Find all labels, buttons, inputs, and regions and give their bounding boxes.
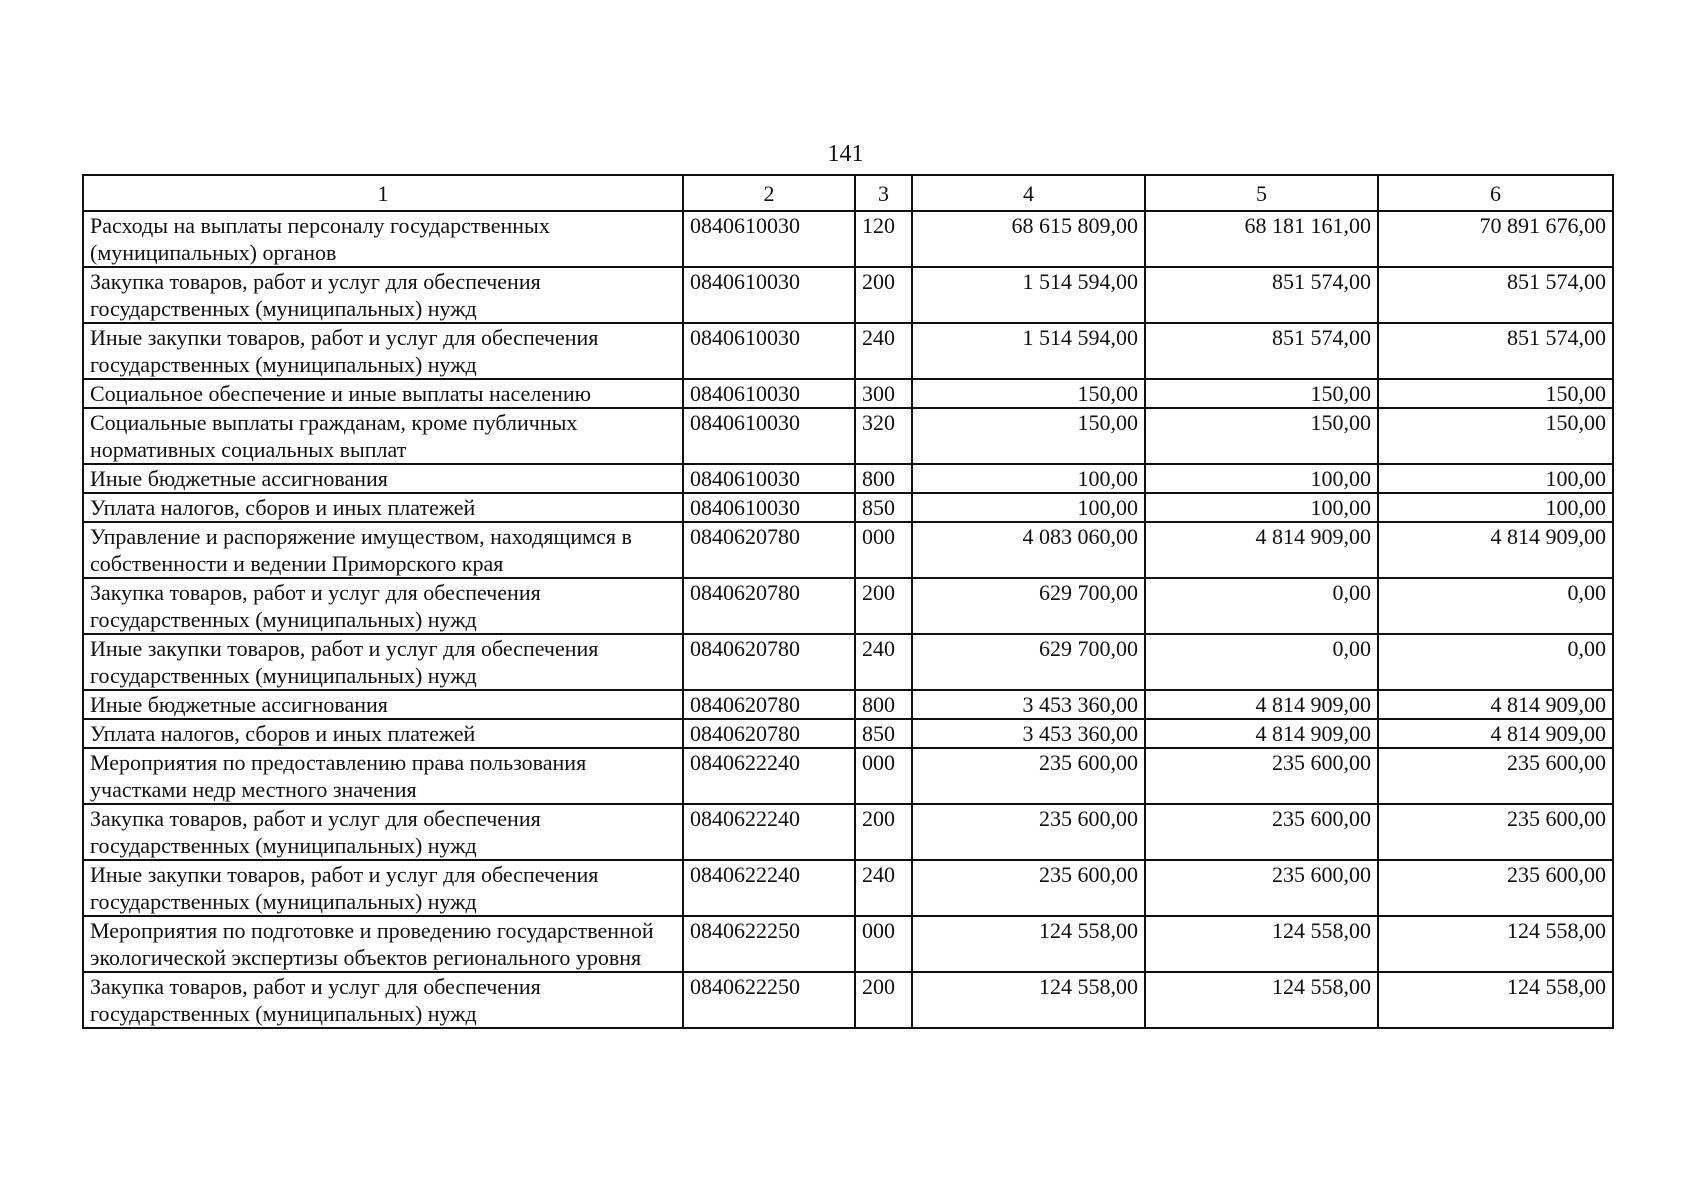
row-value-cell: 124 558,00 (912, 916, 1145, 972)
table-row (83, 804, 1613, 860)
row-name-cell: Социальное обеспечение и иные выплаты населению (83, 379, 683, 408)
row-kvr-cell: 120 (855, 211, 912, 267)
row-code-cell: 0840620780 (683, 634, 855, 690)
row-value-cell: 629 700,00 (912, 634, 1145, 690)
row-value-cell: 100,00 (912, 493, 1145, 522)
row-name-cell: Мероприятия по предоставлению права пользования участками недр местного значения (83, 748, 683, 804)
row-value-cell: 124 558,00 (1145, 916, 1378, 972)
row-value-cell: 235 600,00 (912, 860, 1145, 916)
table-row (83, 493, 1613, 522)
table-row (83, 634, 1613, 690)
row-name-cell: Иные закупки товаров, работ и услуг для обеспечения государственных (муниципальных) нужд (83, 323, 683, 379)
row-code-cell: 0840610030 (683, 323, 855, 379)
row-code-cell: 0840622250 (683, 916, 855, 972)
column-number-row (83, 175, 1613, 211)
row-value-cell: 4 814 909,00 (1145, 690, 1378, 719)
row-kvr-cell: 240 (855, 634, 912, 690)
row-name-cell: Расходы на выплаты персоналу государственных (муниципальных) органов (83, 211, 683, 267)
column-header: 5 (1145, 175, 1378, 211)
row-kvr-cell: 800 (855, 464, 912, 493)
row-value-cell: 235 600,00 (1378, 804, 1613, 860)
row-value-cell: 4 814 909,00 (1145, 719, 1378, 748)
row-kvr-cell: 240 (855, 323, 912, 379)
row-value-cell: 3 453 360,00 (912, 690, 1145, 719)
table-row (83, 972, 1613, 1028)
row-code-cell: 0840622240 (683, 804, 855, 860)
row-code-cell: 0840610030 (683, 211, 855, 267)
table-row (83, 211, 1613, 267)
row-value-cell: 235 600,00 (912, 748, 1145, 804)
row-value-cell: 100,00 (1145, 493, 1378, 522)
row-name-cell: Иные бюджетные ассигнования (83, 464, 683, 493)
row-value-cell: 100,00 (1378, 464, 1613, 493)
row-code-cell: 0840610030 (683, 379, 855, 408)
row-value-cell: 851 574,00 (1378, 267, 1613, 323)
row-name-cell: Закупка товаров, работ и услуг для обеспечения государственных (муниципальных) нужд (83, 972, 683, 1028)
row-value-cell: 4 083 060,00 (912, 522, 1145, 578)
row-value-cell: 4 814 909,00 (1145, 522, 1378, 578)
row-name-cell: Уплата налогов, сборов и иных платежей (83, 719, 683, 748)
row-value-cell: 150,00 (1145, 408, 1378, 464)
row-value-cell: 235 600,00 (1145, 860, 1378, 916)
row-value-cell: 124 558,00 (1378, 916, 1613, 972)
table-row (83, 860, 1613, 916)
row-value-cell: 235 600,00 (1378, 860, 1613, 916)
row-value-cell: 0,00 (1378, 578, 1613, 634)
row-kvr-cell: 850 (855, 493, 912, 522)
row-code-cell: 0840610030 (683, 408, 855, 464)
row-code-cell: 0840622240 (683, 748, 855, 804)
row-value-cell: 235 600,00 (1378, 748, 1613, 804)
table-row (83, 267, 1613, 323)
row-kvr-cell: 200 (855, 578, 912, 634)
row-value-cell: 3 453 360,00 (912, 719, 1145, 748)
row-value-cell: 124 558,00 (1378, 972, 1613, 1028)
table-row (83, 408, 1613, 464)
row-value-cell: 4 814 909,00 (1378, 719, 1613, 748)
row-value-cell: 100,00 (1145, 464, 1378, 493)
row-kvr-cell: 200 (855, 972, 912, 1028)
row-value-cell: 851 574,00 (1378, 323, 1613, 379)
row-name-cell: Закупка товаров, работ и услуг для обеспечения государственных (муниципальных) нужд (83, 267, 683, 323)
row-name-cell: Закупка товаров, работ и услуг для обеспечения государственных (муниципальных) нужд (83, 578, 683, 634)
row-code-cell: 0840620780 (683, 578, 855, 634)
row-value-cell: 0,00 (1378, 634, 1613, 690)
column-header: 2 (683, 175, 855, 211)
row-name-cell: Мероприятия по подготовке и проведению государственной экологической экспертизы объектов регионального уровня (83, 916, 683, 972)
column-header: 3 (855, 175, 912, 211)
row-value-cell: 70 891 676,00 (1378, 211, 1613, 267)
row-value-cell: 1 514 594,00 (912, 323, 1145, 379)
row-value-cell: 235 600,00 (1145, 804, 1378, 860)
row-value-cell: 4 814 909,00 (1378, 690, 1613, 719)
row-kvr-cell: 300 (855, 379, 912, 408)
column-header: 4 (912, 175, 1145, 211)
row-value-cell: 124 558,00 (1145, 972, 1378, 1028)
row-name-cell: Иные закупки товаров, работ и услуг для обеспечения государственных (муниципальных) нужд (83, 860, 683, 916)
row-value-cell: 150,00 (912, 408, 1145, 464)
row-kvr-cell: 800 (855, 690, 912, 719)
row-value-cell: 851 574,00 (1145, 323, 1378, 379)
table-row (83, 379, 1613, 408)
table-row (83, 748, 1613, 804)
row-value-cell: 150,00 (1378, 379, 1613, 408)
row-value-cell: 4 814 909,00 (1378, 522, 1613, 578)
row-value-cell: 1 514 594,00 (912, 267, 1145, 323)
row-kvr-cell: 240 (855, 860, 912, 916)
row-kvr-cell: 200 (855, 804, 912, 860)
budget-table (82, 174, 1614, 1029)
row-value-cell: 68 181 161,00 (1145, 211, 1378, 267)
table-row (83, 522, 1613, 578)
row-value-cell: 235 600,00 (912, 804, 1145, 860)
row-kvr-cell: 320 (855, 408, 912, 464)
row-kvr-cell: 850 (855, 719, 912, 748)
row-value-cell: 68 615 809,00 (912, 211, 1145, 267)
column-header: 6 (1378, 175, 1613, 211)
row-value-cell: 0,00 (1145, 578, 1378, 634)
row-name-cell: Управление и распоряжение имуществом, находящимся в собственности и ведении Приморского края (83, 522, 683, 578)
table-row (83, 719, 1613, 748)
row-kvr-cell: 000 (855, 748, 912, 804)
table-row (83, 916, 1613, 972)
row-kvr-cell: 200 (855, 267, 912, 323)
row-name-cell: Иные бюджетные ассигнования (83, 690, 683, 719)
row-name-cell: Закупка товаров, работ и услуг для обеспечения государственных (муниципальных) нужд (83, 804, 683, 860)
row-value-cell: 124 558,00 (912, 972, 1145, 1028)
row-value-cell: 235 600,00 (1145, 748, 1378, 804)
table-row (83, 690, 1613, 719)
row-name-cell: Уплата налогов, сборов и иных платежей (83, 493, 683, 522)
table-row (83, 464, 1613, 493)
row-value-cell: 100,00 (1378, 493, 1613, 522)
row-name-cell: Социальные выплаты гражданам, кроме публичных нормативных социальных выплат (83, 408, 683, 464)
row-code-cell: 0840620780 (683, 690, 855, 719)
table-row (83, 578, 1613, 634)
row-value-cell: 150,00 (912, 379, 1145, 408)
row-value-cell: 150,00 (1145, 379, 1378, 408)
row-value-cell: 629 700,00 (912, 578, 1145, 634)
row-kvr-cell: 000 (855, 522, 912, 578)
table-body (83, 211, 1613, 1028)
row-code-cell: 0840622240 (683, 860, 855, 916)
column-header: 1 (83, 175, 683, 211)
row-name-cell: Иные закупки товаров, работ и услуг для обеспечения государственных (муниципальных) нужд (83, 634, 683, 690)
row-code-cell: 0840622250 (683, 972, 855, 1028)
row-value-cell: 851 574,00 (1145, 267, 1378, 323)
row-kvr-cell: 000 (855, 916, 912, 972)
row-code-cell: 0840620780 (683, 522, 855, 578)
row-value-cell: 100,00 (912, 464, 1145, 493)
page-number: 141 (827, 141, 864, 167)
row-code-cell: 0840610030 (683, 493, 855, 522)
row-code-cell: 0840620780 (683, 719, 855, 748)
row-code-cell: 0840610030 (683, 267, 855, 323)
table-row (83, 323, 1613, 379)
row-value-cell: 0,00 (1145, 634, 1378, 690)
row-code-cell: 0840610030 (683, 464, 855, 493)
row-value-cell: 150,00 (1378, 408, 1613, 464)
